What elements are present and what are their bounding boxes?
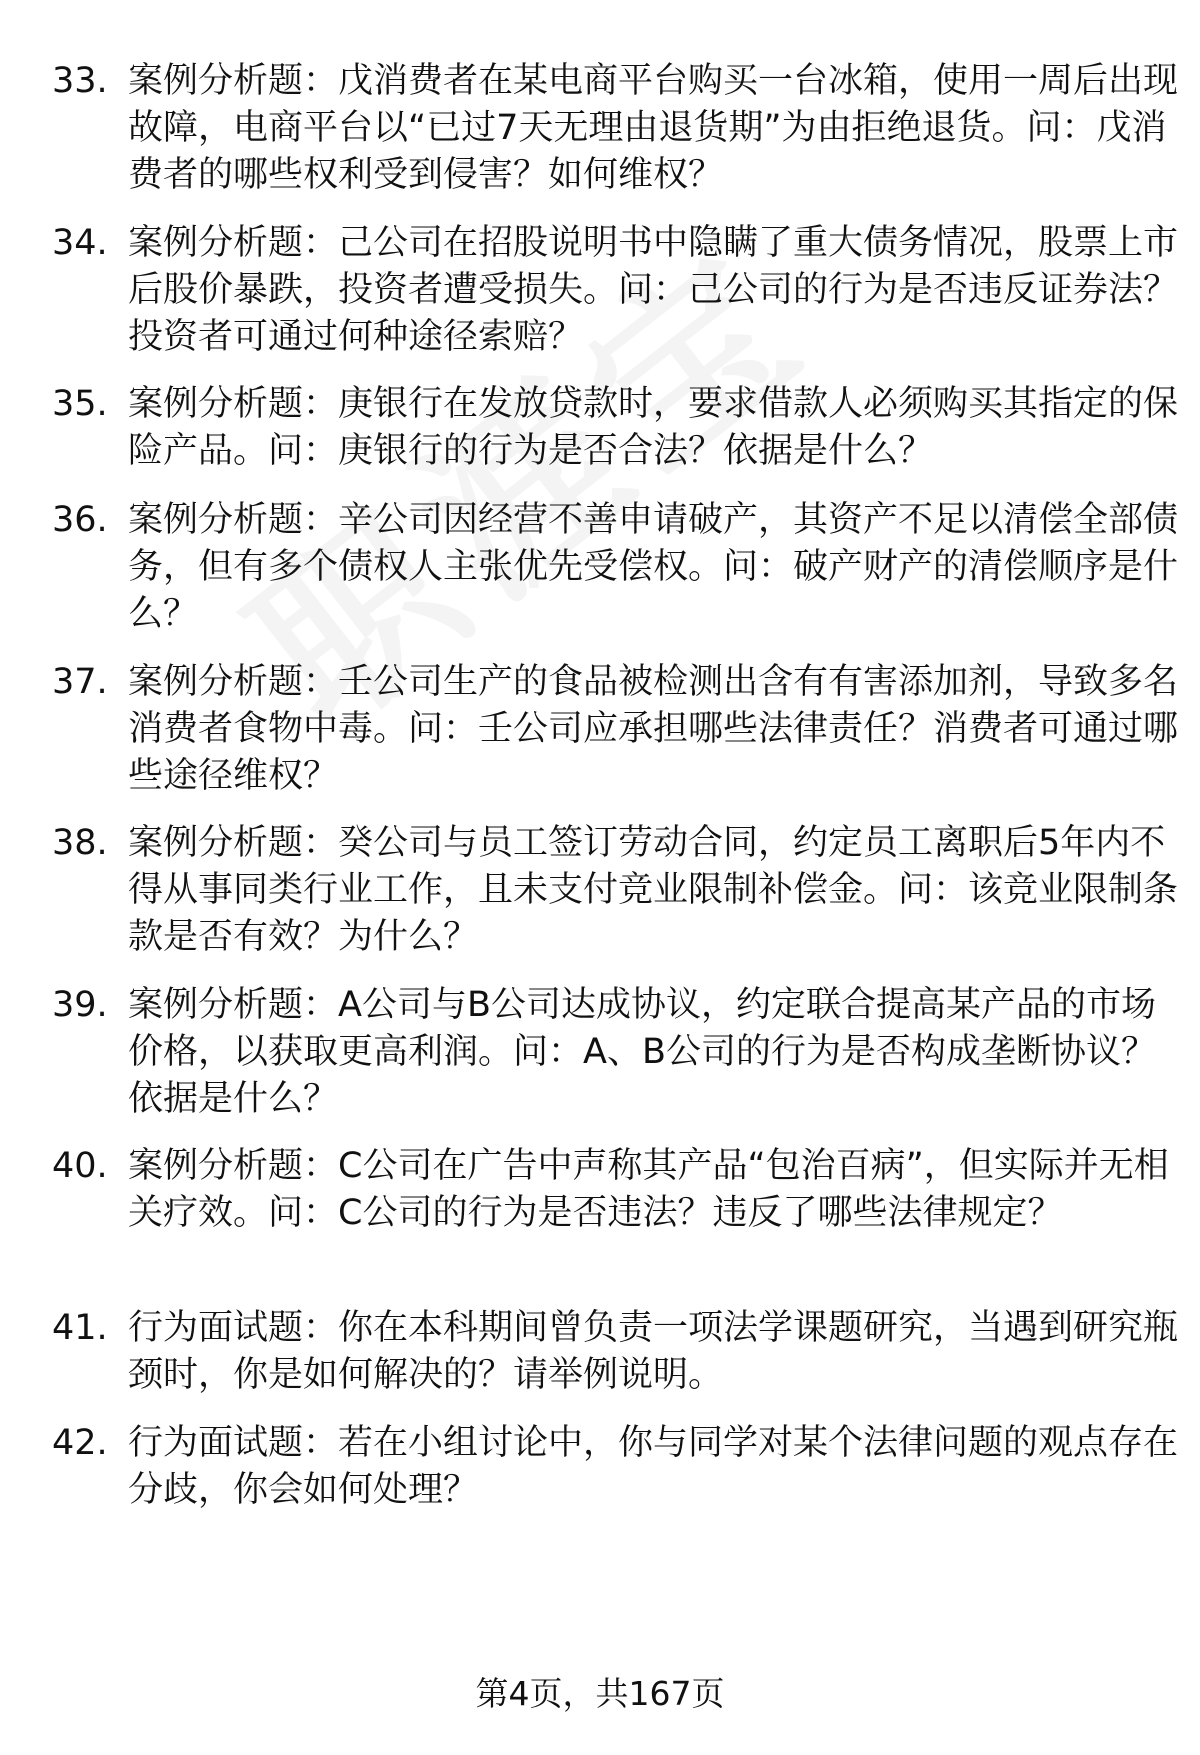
question-text: 案例分析题：己公司在招股说明书中隐瞒了重大债务情况，股票上市后股价暴跌，投资者遭受损失。问：己公司的行为是否违反证券法？投资者可通过何种途径索赔？ [128,223,1179,357]
question-text: 案例分析题：C公司在广告中声称其产品“包治百病”，但实际并无相关疗效。问：C公司的行为是否违法？违反了哪些法律规定？ [128,1146,1169,1233]
page-number: 第4页，共167页 [475,1674,725,1713]
question-number: 33. [52,61,108,101]
question-text: 行为面试题：若在小组讨论中，你与同学对某个法律问题的观点存在分歧，你会如何处理？ [128,1423,1179,1510]
question-text: 案例分析题：壬公司生产的食品被检测出含有有害添加剂，导致多名消费者食物中毒。问：壬公司应承担哪些法律责任？消费者可通过哪些途径维权？ [128,662,1179,796]
question-number: 36. [52,500,108,540]
question-number: 37. [52,662,108,702]
question-text: 案例分析题：癸公司与员工签订劳动合同，约定员工离职后5年内不得从事同类行业工作，且未支付竞业限制补偿金。问：该竞业限制条款是否有效？为什么？ [128,823,1179,957]
question-number: 40. [52,1146,108,1186]
question-text: 案例分析题：庚银行在发放贷款时，要求借款人必须购买其指定的保险产品。问：庚银行的行为是否合法？依据是什么？ [128,384,1179,471]
question-number: 42. [52,1423,108,1463]
question-text: 行为面试题：你在本科期间曾负责一项法学课题研究，当遇到研究瓶颈时，你是如何解决的？请举例说明。 [128,1308,1179,1395]
question-number: 39. [52,985,108,1025]
question-text: 案例分析题：A公司与B公司达成协议，约定联合提高某产品的市场价格，以获取更高利润。问：A、B公司的行为是否构成垄断协议？依据是什么？ [128,985,1156,1119]
question-number: 38. [52,823,108,863]
question-number: 35. [52,384,108,424]
question-number: 34. [52,223,108,263]
question-number: 41. [52,1308,108,1348]
question-text: 案例分析题：戊消费者在某电商平台购买一台冰箱，使用一周后出现故障，电商平台以“已过7天无理由退货期”为由拒绝退货。问：戊消费者的哪些权利受到侵害？如何维权？ [128,61,1179,195]
question-text: 案例分析题：辛公司因经营不善申请破产，其资产不足以清偿全部债务，但有多个债权人主张优先受偿权。问：破产财产的清偿顺序是什么？ [128,500,1179,634]
